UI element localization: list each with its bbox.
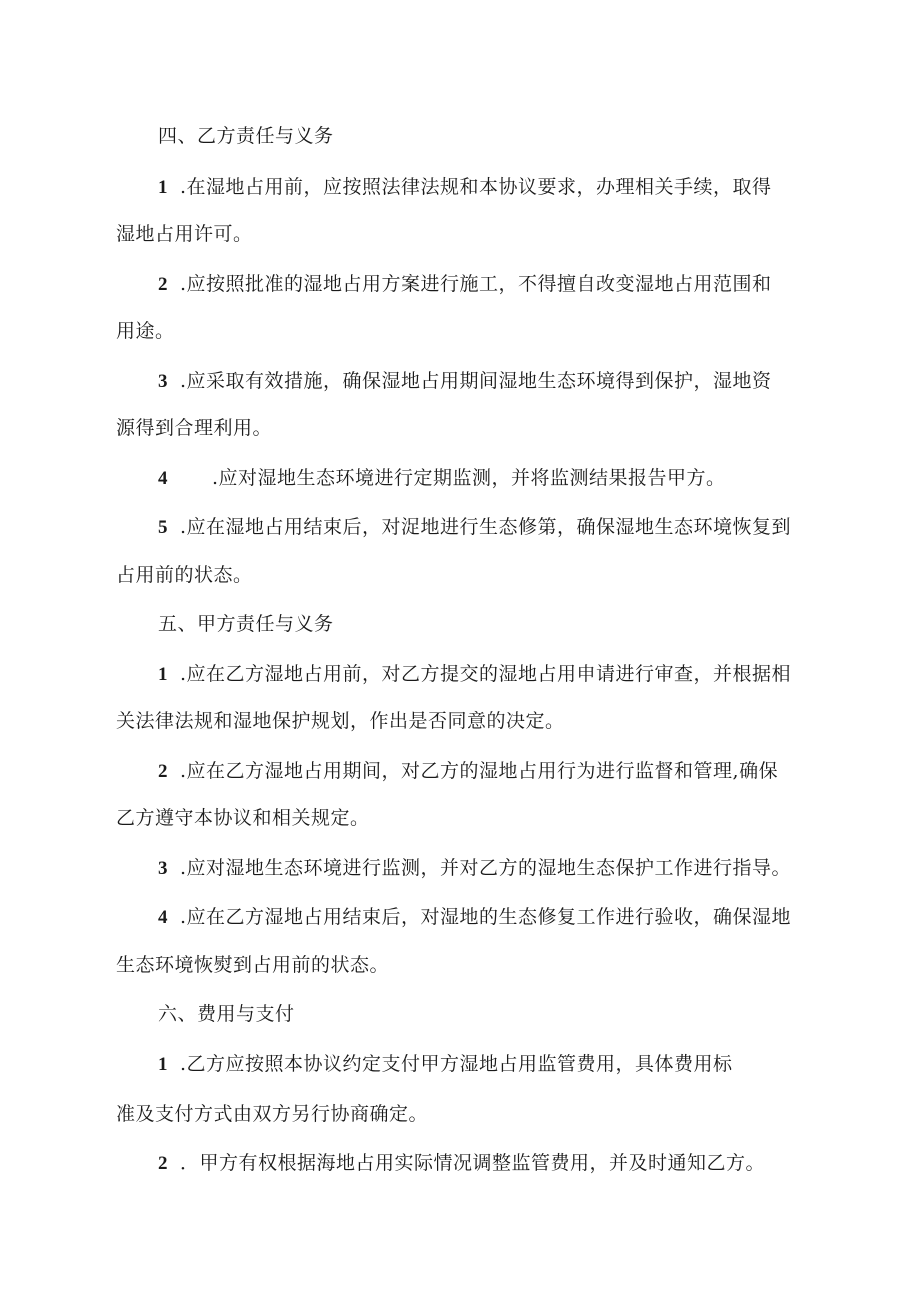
item-text: .应在湿地占用结束后，对浞地进行生态修第，确保湿地生态环境恢复到 (180, 516, 792, 538)
section-heading: 五、甲方责任与义务 (158, 613, 334, 635)
item-text-continued: 源得到合理利用。 (116, 417, 273, 439)
item-text: .应按照批准的湿地占用方案进行施工，不得擅自改变湿地占用范围和 (180, 273, 772, 295)
item-text: .乙方应按照本协议约定支付甲方湿地占用监管费用，具体费用标 (180, 1053, 733, 1075)
list-item (158, 1151, 765, 1176)
item-number: 2 (158, 274, 168, 295)
item-number: 3 (158, 371, 168, 392)
item-number: 2 (158, 761, 168, 782)
section-heading: 四、乙方责任与义务 (158, 125, 334, 147)
item-number: 5 (158, 517, 168, 538)
list-item (158, 662, 791, 687)
list-item (158, 369, 772, 394)
item-text-continued: 准及支付方式由双方另行协商确定。 (116, 1103, 429, 1125)
item-number: 4 (158, 468, 168, 489)
list-item (158, 175, 772, 200)
item-number: 1 (158, 177, 168, 198)
item-number: 1 (158, 664, 168, 685)
item-text: .应在乙方湿地占用前，对乙方提交的湿地占用申请进行审查，并根据相 (180, 663, 792, 685)
item-text-continued: 关法律法规和湿地保护规划，作出是否同意的决定。 (116, 710, 565, 732)
list-item (158, 515, 791, 540)
item-number: 1 (158, 1054, 168, 1075)
list-item (158, 1052, 733, 1077)
item-text: .应在乙方湿地占用期间，对乙方的湿地占用行为进行监督和管理,确保 (180, 760, 779, 782)
list-item (158, 272, 772, 297)
item-text-continued: 占用前的状态。 (116, 564, 253, 586)
section-heading: 六、费用与支付 (158, 1003, 295, 1025)
item-number: 2 (158, 1153, 168, 1174)
item-number: 4 (158, 907, 168, 928)
list-item (158, 856, 791, 881)
list-item (158, 905, 791, 930)
item-text: .在湿地占用前，应按照法律法规和本协议要求，办理相关手续，取得 (180, 176, 772, 198)
item-text: .应对湿地生态环境进行定期监测，并将监测结果报告甲方。 (212, 467, 726, 489)
item-text-continued: 用途。 (116, 320, 175, 342)
item-text-continued: 生态环境恢熨到占用前的状态。 (116, 954, 390, 976)
item-text-continued: 湿地占用许可。 (116, 223, 253, 245)
item-text: .应采取有效措施，确保湿地占用期间湿地生态环境得到保护，湿地资 (180, 370, 772, 392)
item-text: .应在乙方湿地占用结束后，对湿地的生态修复工作进行验收，确保湿地 (180, 906, 792, 928)
list-item (158, 759, 778, 784)
list-item (158, 466, 726, 491)
item-text-continued: 乙方遵守本协议和相关规定。 (116, 807, 370, 829)
item-number: 3 (158, 858, 168, 879)
item-text: ．甲方有权根据海地占用实际情况调整监管费用，并及时通知乙方。 (180, 1152, 766, 1174)
item-text: .应对湿地生态环境进行监测，并对乙方的湿地生态保护工作进行指导。 (180, 857, 792, 879)
